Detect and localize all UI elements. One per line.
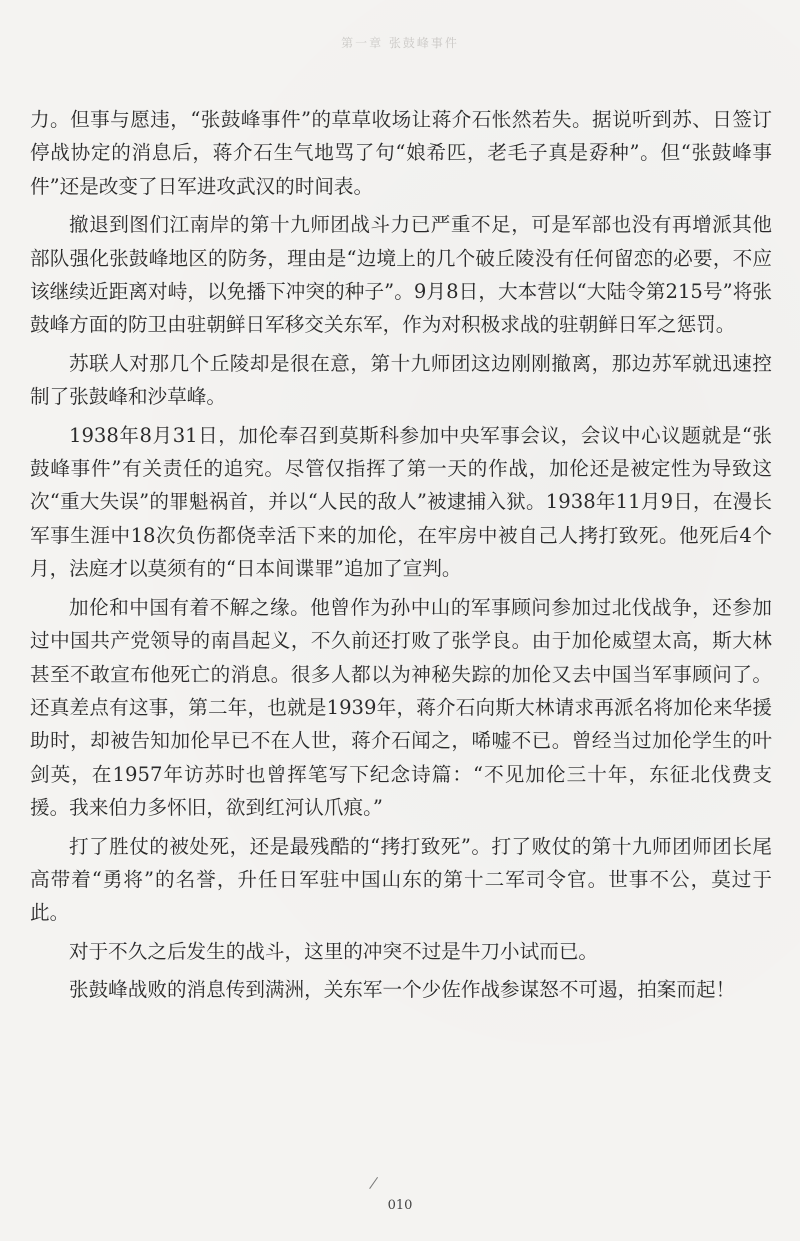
paragraph-manchuria: 张鼓峰战败的消息传到满洲，关东军一个少佐作战参谋怒不可遏，拍案而起！ bbox=[69, 978, 736, 1002]
paragraph-withdrawal: 撤退到图们江南岸的第十九师团战斗力已严重不足，可是军部也没有再增派其他部队强化张鼓峰地区的防务，理由是“边境上的几个破丘陵没有任何留恋的必要，不应该继续近距离对峙，以免播下冲突的种子”。9月8日，大本营以“大陆令第215号”将张鼓峰方面的防卫由驻朝鲜日军移交关东军，作为对积极求战的驻朝鲜日军之惩罚。 bbox=[30, 213, 772, 337]
paragraph-blyukher-arrest: 1938年8月31日，加伦奉召到莫斯科参加中央军事会议，会议中心议题就是“张鼓峰事件”有关责任的追究。尽管仅指挥了第一天的作战，加伦还是被定性为导致这次“重大失误”的罪魁祸首，并以“人民的敌人”被逮捕入狱。1938年11月9日，在漫长军事生涯中18次负伤都侥幸活下来的加伦，在牢房中被自己人拷打致死。他死后4个月，法庭才以莫须有的“日本间谍罪”追加了宣判。 bbox=[30, 423, 772, 581]
paragraph-soviet-control: 苏联人对那几个丘陵却是很在意，第十九师团这边刚刚撤离，那边苏军就迅速控制了张鼓峰和沙草峰。 bbox=[30, 351, 772, 409]
folio-ornament bbox=[369, 1177, 379, 1190]
page-number: 010 bbox=[387, 1198, 413, 1213]
paragraph-prelude: 对于不久之后发生的战斗，这里的冲突不过是牛刀小试而已。 bbox=[69, 939, 599, 963]
paragraph-blyukher-china: 加伦和中国有着不解之缘。他曾作为孙中山的军事顾问参加过北伐战争，还参加过中国共产党领导的南昌起义，不久前还打败了张学良。由于加伦威望太高，斯大林甚至不敢宣布他死亡的消息。很多人都以为神秘失踪的加伦又去中国当军事顾问了。还真差点有这事，第二年，也就是1939年，蒋介石向斯大林请求再派名将加伦来华援助时，却被告知加伦早已不在人世，蒋介石闻之，唏嘘不已。曾经当过加伦学生的叶剑英，在1957年访苏时也曾挥笔写下纪念诗篇：“不见加伦三十年，东征北伐费支援。我来伯力多怀旧，欲到红河认爪痕。” bbox=[30, 595, 772, 820]
running-head: 第一章 张鼓峰事件 bbox=[341, 36, 459, 50]
body-text bbox=[30, 103, 772, 1012]
paragraph-continuation: 力。但事与愿违，“张鼓峰事件”的草草收场让蒋介石怅然若失。据说听到苏、日签订停战协定的消息后，蒋介石生气地骂了句“娘希匹，老毛子真是孬种”。但“张鼓峰事件”还是改变了日军进攻武汉的时间表。 bbox=[30, 108, 772, 198]
paragraph-injustice: 打了胜仗的被处死，还是最残酷的“拷打致死”。打了败仗的第十九师团师团长尾高带着“勇将”的名誉，升任日军驻中国山东的第十二军司令官。世事不公，莫过于此。 bbox=[30, 834, 772, 925]
